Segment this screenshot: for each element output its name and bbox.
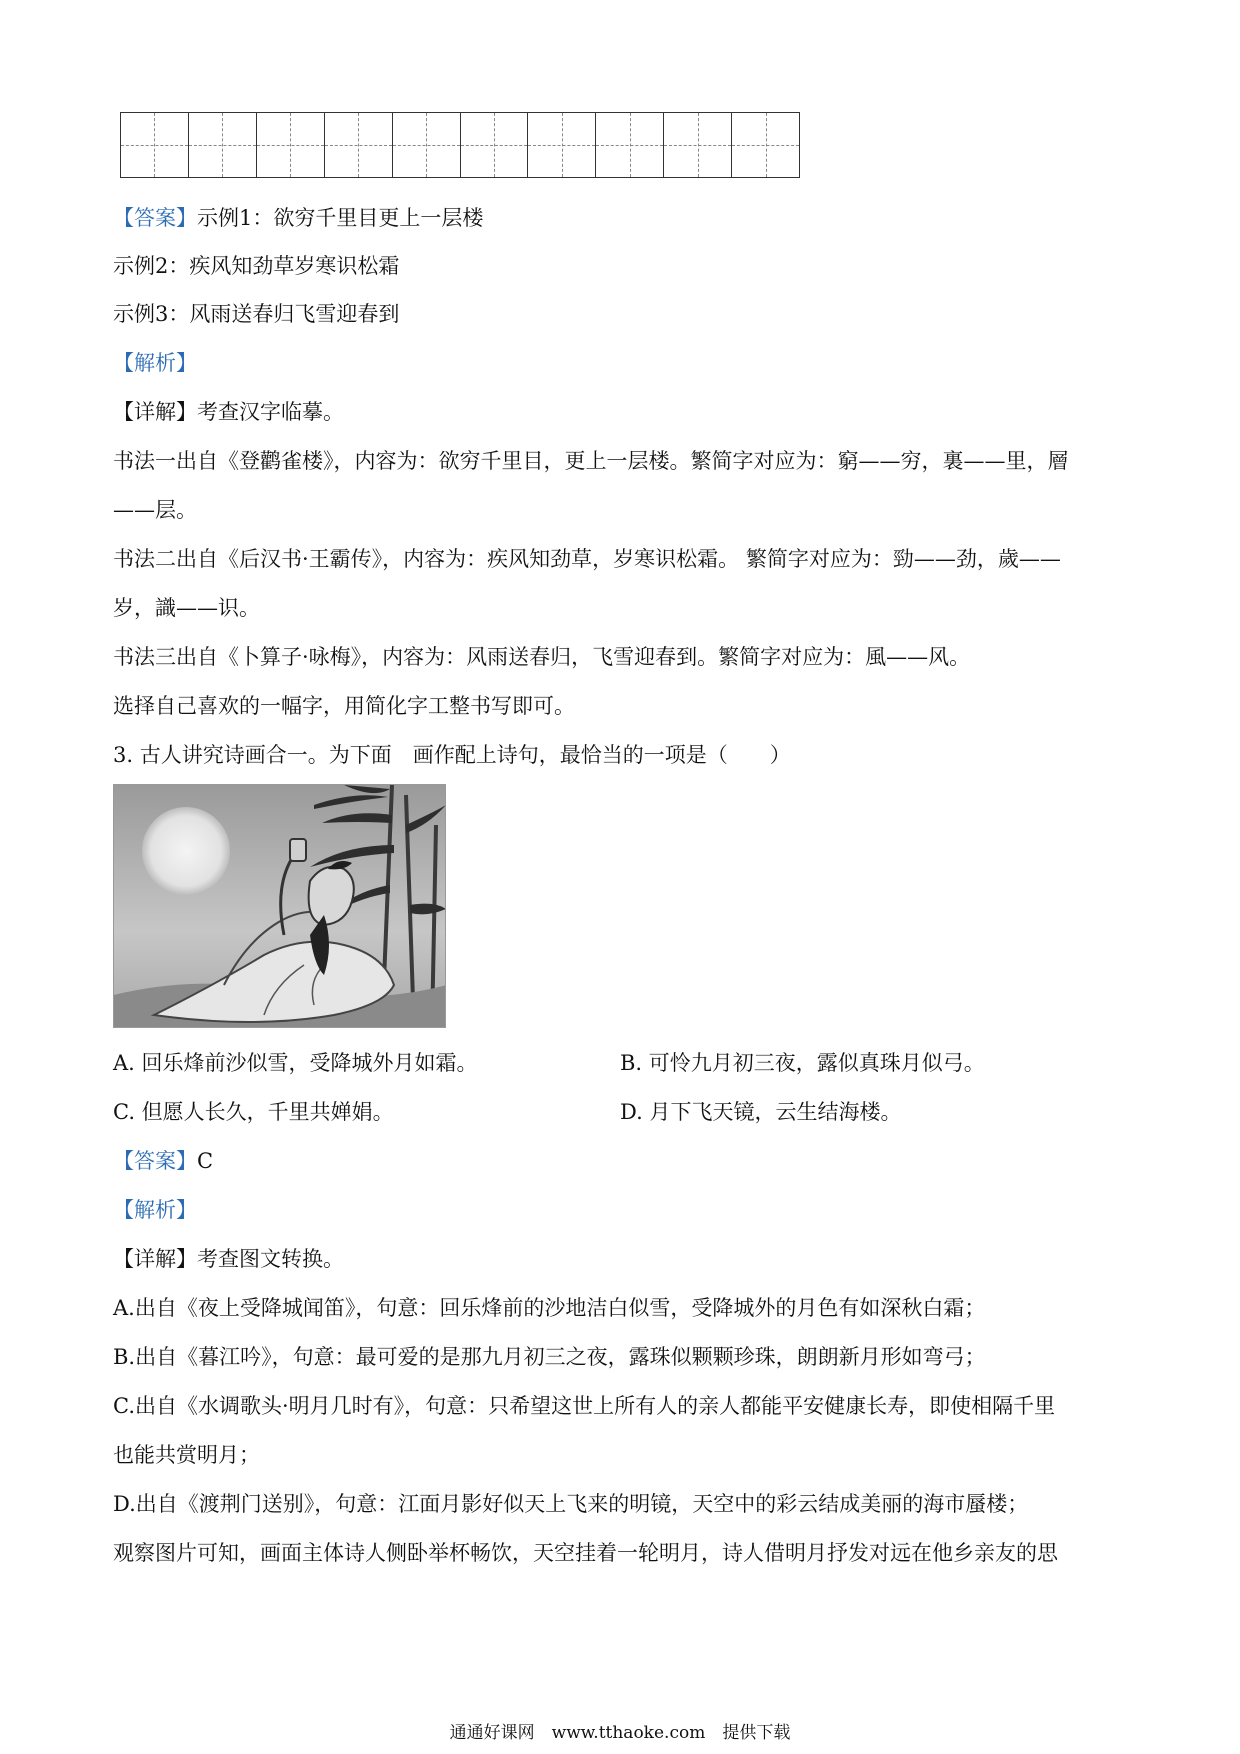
grid-cell [596, 113, 664, 177]
grid-cell [189, 113, 257, 177]
answer3-value: C [197, 1149, 214, 1173]
answer-tag: 【答案】 [113, 1149, 197, 1173]
grid-cell [393, 113, 461, 177]
analysis1-p2a: 书法二出自《后汉书·王霸传》，内容为：疾风知劲草，岁寒识松霜。 繁简字对应为：勁——劲，歲—— [113, 547, 1061, 571]
analysis1-p1b: ——层。 [113, 498, 197, 522]
painting-illustration [114, 785, 446, 1028]
option-a: A. 回乐烽前沙似雪，受降城外月如霜。 [113, 1051, 478, 1075]
analysis3-detail: 【详解】考查图文转换。 [113, 1247, 344, 1271]
grid-cell [121, 113, 189, 177]
writing-grid [120, 112, 800, 178]
analysis3-c2: 也能共赏明月； [113, 1443, 260, 1467]
analysis1-detail: 【详解】考查汉字临摹。 [113, 400, 344, 424]
grid-cell [461, 113, 529, 177]
analysis3-c1: C.出自《水调歌头·明月几时有》，句意：只希望这世上所有人的亲人都能平安健康长寿，即使相隔千里 [113, 1394, 1056, 1418]
analysis3-b: B.出自《暮江吟》，句意：最可爱的是那九月初三之夜，露珠似颗颗珍珠，朗朗新月形如弯弓； [113, 1345, 986, 1369]
grid-cell [325, 113, 393, 177]
grid-cell [257, 113, 325, 177]
answer1-example1: 示例1：欲穷千里目更上一层楼 [197, 206, 484, 230]
analysis3-observation: 观察图片可知，画面主体诗人侧卧举杯畅饮，天空挂着一轮明月，诗人借明月抒发对远在他乡亲友的思 [113, 1541, 1058, 1565]
option-d: D. 月下飞天镜，云生结海楼。 [620, 1100, 902, 1124]
answer1-example3: 示例3：风雨送春归飞雪迎春到 [113, 302, 400, 326]
analysis3-tag: 【解析】 [113, 1198, 197, 1222]
answer3-line [113, 1147, 1123, 1175]
analysis1-p4: 选择自己喜欢的一幅字，用简化字工整书写即可。 [113, 694, 575, 718]
answer1-line1 [113, 204, 1123, 232]
grid-cell [732, 113, 799, 177]
question3-stem: 3. 古人讲究诗画合一。为下面 画作配上诗句，最恰当的一项是（ ） [113, 743, 791, 767]
analysis3-a: A.出自《夜上受降城闻笛》，句意：回乐烽前的沙地洁白似雪，受降城外的月色有如深秋白霜； [113, 1296, 986, 1320]
analysis1-p1a: 书法一出自《登鹳雀楼》，内容为：欲穷千里目，更上一层楼。繁简字对应为：窮——穷，裏——里，層 [113, 449, 1069, 473]
footer-watermark: 通通好课网 www.tthaoke.com 提供下载 [449, 1723, 791, 1743]
option-c: C. 但愿人长久，千里共婵娟。 [113, 1100, 394, 1124]
analysis1-p3: 书法三出自《卜算子·咏梅》，内容为：风雨送春归，飞雪迎春到。繁简字对应为：風——风。 [113, 645, 971, 669]
grid-cell [664, 113, 732, 177]
analysis1-p2b: 岁，識——识。 [113, 596, 260, 620]
poet-moon-painting [113, 784, 446, 1028]
answer-tag: 【答案】 [113, 206, 197, 230]
analysis1-tag: 【解析】 [113, 351, 197, 375]
answer1-example2: 示例2：疾风知劲草岁寒识松霜 [113, 254, 400, 278]
analysis3-d: D.出自《渡荆门送别》，句意：江面月影好似天上飞来的明镜，天空中的彩云结成美丽的海市蜃楼； [113, 1492, 1029, 1516]
option-b: B. 可怜九月初三夜，露似真珠月似弓。 [620, 1051, 985, 1075]
grid-cell [528, 113, 596, 177]
